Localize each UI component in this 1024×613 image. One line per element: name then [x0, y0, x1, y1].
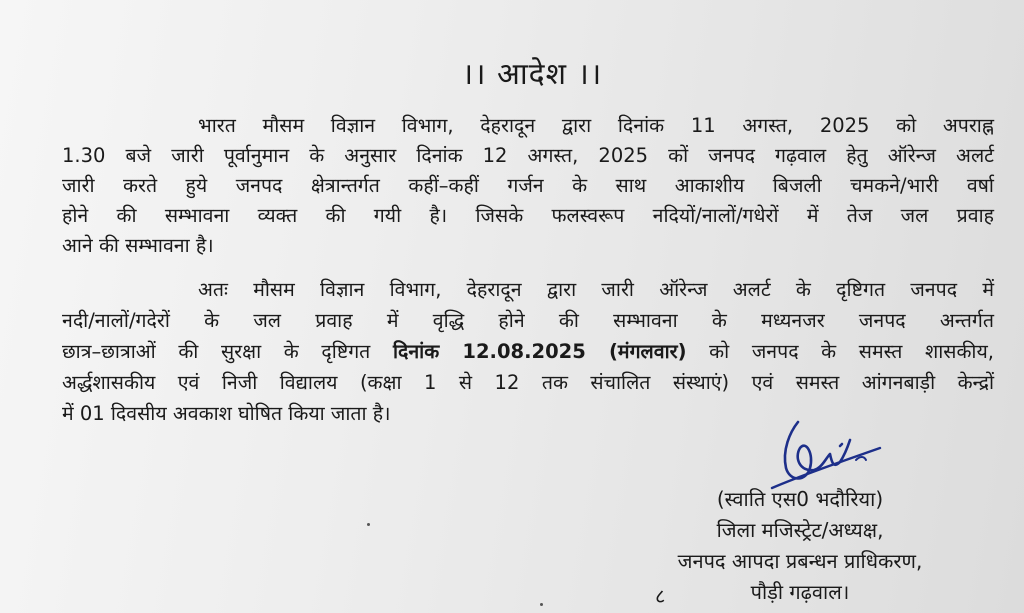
paragraph1-line-1: भारत मौसम विज्ञान विभाग, देहरादून द्वारा दिनांक 11 अगस्त, 2025 को अपराह्न [198, 114, 994, 137]
signatory-authority: जनपद आपदा प्रबन्धन प्राधिकरण, [677, 549, 923, 573]
paragraph2-line-5: में 01 दिवसीय अवकाश घोषित किया जाता है। [62, 402, 391, 425]
paragraph2-line-4: अर्द्धशासकीय एवं निजी विद्यालय (कक्षा 1 से 12 तक संचालित संस्थाएं) एवं समस्त आंगनबाड़ी केन्द्रों [62, 371, 994, 394]
paragraph1-line-2: 1.30 बजे जारी पूर्वानुमान के अनुसार दिनांक 12 अगस्त, 2025 कों जनपद गढ़वाल हेतु ऑरेन्ज अलर्ट [62, 144, 994, 167]
signatory-name: (स्वाति एस0 भदौरिया) [716, 487, 884, 511]
paragraph1-line-3: जारी करते हुये जनपद क्षेत्रान्तर्गत कहीं–कहीं गर्जन के साथ आकाशीय बिजली चमकने/भारी वर्षा [62, 174, 994, 197]
paragraph2-line-3-end: को जनपद के समस्त शासकीय, [686, 340, 994, 363]
handwritten-mark: ८ [655, 584, 666, 608]
signatory-location: पौड़ी गढ़वाल। [750, 580, 850, 604]
paragraph1-line-4: होने की सम्भावना व्यक्त की गयी है। जिसके फलस्वरूप नदियों/नालों/गधेरों में तेज जल प्रवाह [62, 204, 994, 227]
paragraph2-line-1: अतः मौसम विज्ञान विभाग, देहरादून द्वारा जारी ऑरेन्ज अलर्ट के दृष्टिगत जनपद में [198, 278, 994, 301]
document-title: ।। आदेश ।। [461, 57, 603, 92]
holiday-date: दिनांक 12.08.2025 (मंगलवार) [392, 340, 687, 363]
paper-speck [367, 523, 370, 526]
signatory-designation: जिला मजिस्ट्रेट/अध्यक्ष, [716, 518, 884, 542]
paper-speck [540, 603, 543, 606]
paragraph2-line-2: नदी/नालों/गदेरों के जल प्रवाह में वृद्धि होने की सम्भावना के मध्यनजर जनपद अन्तर्गत [62, 309, 994, 332]
paragraph2-line-3 [62, 335, 994, 369]
paragraph1-line-5: आने की सम्भावना है। [62, 234, 214, 257]
paragraph2-line-3-start: छात्र–छात्राओं की सुरक्षा के दृष्टिगत [62, 340, 393, 363]
